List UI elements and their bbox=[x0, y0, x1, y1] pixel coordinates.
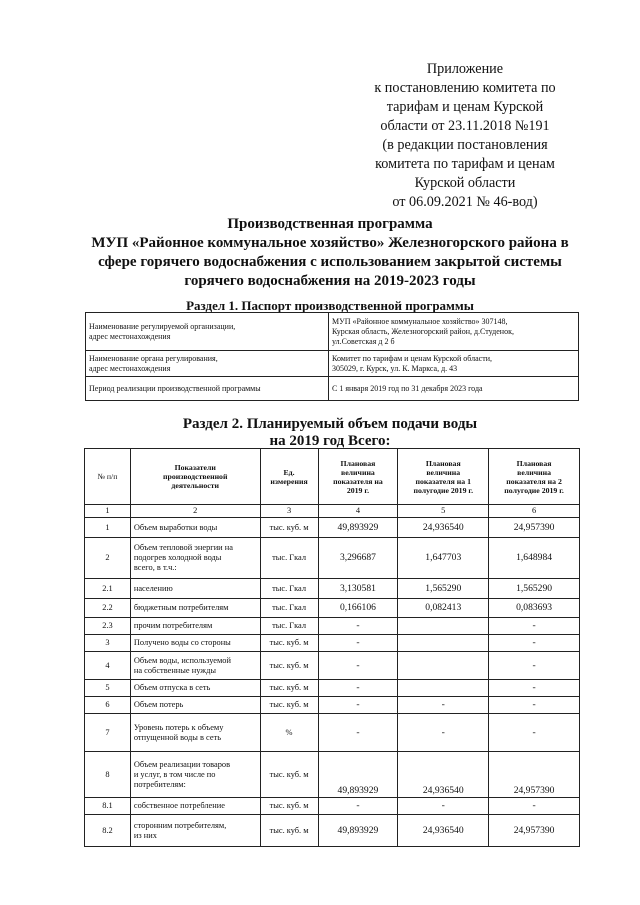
plan-value: 24,936540 bbox=[398, 752, 489, 798]
row-number: 2.2 bbox=[85, 599, 131, 618]
row-number: 1 bbox=[85, 518, 131, 538]
row-number: 4 bbox=[85, 652, 131, 680]
plan-value bbox=[398, 635, 489, 652]
section1-title: Раздел 1. Паспорт производственной программы bbox=[186, 298, 474, 313]
plan-value: 24,936540 bbox=[398, 815, 489, 847]
table-row bbox=[85, 697, 580, 714]
passport-value: С 1 января 2019 год по 31 декабря 2023 года bbox=[329, 377, 579, 401]
plan-value: 24,957390 bbox=[489, 815, 580, 847]
unit: тыс. куб. м bbox=[260, 518, 318, 538]
appendix-line: Курской области bbox=[414, 175, 516, 191]
unit: тыс. куб. м bbox=[260, 635, 318, 652]
table-row bbox=[85, 815, 580, 847]
indicator-name: населению bbox=[130, 579, 260, 599]
column-header: Показатели производственной деятельности bbox=[130, 449, 260, 505]
indicator-name: Уровень потерь к объему отпущенной воды в сеть bbox=[130, 714, 260, 752]
passport-label: Наименование органа регулирования, адрес местонахождения bbox=[86, 351, 329, 377]
plan-value: 24,936540 bbox=[398, 518, 489, 538]
title-line: горячего водоснабжения на 2019-2023 годы bbox=[184, 273, 476, 289]
plan-value: 24,957390 bbox=[489, 518, 580, 538]
table-row bbox=[85, 714, 580, 752]
indicator-name: Объем воды, используемой на собственные нужды bbox=[130, 652, 260, 680]
row-number: 3 bbox=[85, 635, 131, 652]
unit: тыс. куб. м bbox=[260, 815, 318, 847]
plan-value: - bbox=[489, 652, 580, 680]
plan-value: - bbox=[489, 635, 580, 652]
plan-value: - bbox=[318, 635, 398, 652]
appendix-line: к постановлению комитета по bbox=[374, 80, 556, 96]
column-number: 3 bbox=[260, 505, 318, 518]
row-number: 8.2 bbox=[85, 815, 131, 847]
plan-value bbox=[398, 652, 489, 680]
indicator-name: Объем потерь bbox=[130, 697, 260, 714]
appendix-line: от 06.09.2021 № 46-вод) bbox=[392, 194, 538, 210]
plan-value: - bbox=[318, 697, 398, 714]
column-number: 2 bbox=[130, 505, 260, 518]
indicator-name: Объем тепловой энергии на подогрев холодной воды всего, в т.ч.: bbox=[130, 538, 260, 579]
unit: % bbox=[260, 714, 318, 752]
table-row bbox=[85, 798, 580, 815]
passport-table bbox=[85, 312, 579, 401]
indicator-name: Объем отпуска в сеть bbox=[130, 680, 260, 697]
appendix-line: области от 23.11.2018 №191 bbox=[380, 118, 550, 134]
column-number: 1 bbox=[85, 505, 131, 518]
unit: тыс. куб. м bbox=[260, 752, 318, 798]
plan-value: 0,166106 bbox=[318, 599, 398, 618]
indicator-name: прочим потребителям bbox=[130, 618, 260, 635]
appendix-line: (в редакции постановления bbox=[382, 137, 548, 153]
row-number: 2 bbox=[85, 538, 131, 579]
indicator-name: Объем выработки воды bbox=[130, 518, 260, 538]
plan-value: 0,082413 bbox=[398, 599, 489, 618]
plan-value: - bbox=[489, 697, 580, 714]
plan-value: 49,893929 bbox=[318, 815, 398, 847]
row-number: 2.3 bbox=[85, 618, 131, 635]
table-row bbox=[85, 652, 580, 680]
table-row bbox=[85, 635, 580, 652]
column-number: 4 bbox=[318, 505, 398, 518]
plan-value: - bbox=[318, 652, 398, 680]
column-header: Ед. измерения bbox=[260, 449, 318, 505]
row-number: 5 bbox=[85, 680, 131, 697]
plan-value: 1,647703 bbox=[398, 538, 489, 579]
plan-value: 1,565290 bbox=[489, 579, 580, 599]
title-line: Производственная программа bbox=[227, 216, 433, 232]
passport-value: Комитет по тарифам и ценам Курской области, 305029, г. Курск, ул. К. Маркса, д. 43 bbox=[329, 351, 579, 377]
plan-value: - bbox=[398, 697, 489, 714]
plan-value: - bbox=[318, 680, 398, 697]
indicator-name: Объем реализации товаров и услуг, в том числе по потребителям: bbox=[130, 752, 260, 798]
title-line: МУП «Районное коммунальное хозяйство» Железногорского района в bbox=[91, 235, 569, 251]
unit: тыс. Гкал bbox=[260, 579, 318, 599]
row-number: 7 bbox=[85, 714, 131, 752]
plan-value: 0,083693 bbox=[489, 599, 580, 618]
plan-value bbox=[398, 618, 489, 635]
table-row bbox=[85, 538, 580, 579]
plan-value: 1,648984 bbox=[489, 538, 580, 579]
table-row bbox=[85, 618, 580, 635]
plan-value: 24,957390 bbox=[489, 752, 580, 798]
plan-value: 3,296687 bbox=[318, 538, 398, 579]
indicator-name: Получено воды со стороны bbox=[130, 635, 260, 652]
appendix-note bbox=[340, 60, 590, 212]
row-number: 2.1 bbox=[85, 579, 131, 599]
row-number: 8 bbox=[85, 752, 131, 798]
table-row bbox=[86, 377, 579, 401]
plan-value: - bbox=[489, 798, 580, 815]
title-line: сфере горячего водоснабжения с использованием закрытой системы bbox=[98, 254, 562, 270]
indicator-name: бюджетным потребителям bbox=[130, 599, 260, 618]
volume-table-body bbox=[85, 518, 580, 847]
unit: тыс. Гкал bbox=[260, 599, 318, 618]
plan-value: - bbox=[489, 714, 580, 752]
unit: тыс. куб. м bbox=[260, 680, 318, 697]
column-number: 6 bbox=[489, 505, 580, 518]
plan-value: 1,565290 bbox=[398, 579, 489, 599]
plan-value: 49,893929 bbox=[318, 752, 398, 798]
section2-title: Раздел 2. Планируемый объем подачи воды на 2019 год Всего: bbox=[182, 416, 478, 449]
column-header: Плановая величина показателя на 2019 г. bbox=[318, 449, 398, 505]
passport-value: МУП «Районное коммунальное хозяйство» 307148, Курская область, Железногорский район, д.Студенок, ул.Советская д 2 б bbox=[329, 313, 579, 351]
volume-table bbox=[84, 448, 580, 847]
program-title bbox=[60, 215, 600, 291]
table-row bbox=[85, 518, 580, 538]
column-header: Плановая величина показателя на 1 полугодие 2019 г. bbox=[398, 449, 489, 505]
row-number: 8.1 bbox=[85, 798, 131, 815]
unit: тыс. куб. м bbox=[260, 697, 318, 714]
plan-value: 49,893929 bbox=[318, 518, 398, 538]
table-row bbox=[85, 579, 580, 599]
table-row bbox=[85, 752, 580, 798]
plan-value: - bbox=[318, 798, 398, 815]
plan-value bbox=[398, 680, 489, 697]
appendix-line: Приложение bbox=[426, 61, 504, 77]
table-row bbox=[85, 680, 580, 697]
table-row bbox=[86, 351, 579, 377]
plan-value: - bbox=[398, 714, 489, 752]
passport-label: Период реализации производственной программы bbox=[86, 377, 329, 401]
row-number: 6 bbox=[85, 697, 131, 714]
unit: тыс. Гкал bbox=[260, 538, 318, 579]
plan-value: - bbox=[398, 798, 489, 815]
passport-label: Наименование регулируемой организации, адрес местонахождения bbox=[86, 313, 329, 351]
table-row bbox=[85, 599, 580, 618]
table-row bbox=[86, 313, 579, 351]
unit: тыс. куб. м bbox=[260, 652, 318, 680]
plan-value: - bbox=[489, 680, 580, 697]
indicator-name: собственное потребление bbox=[130, 798, 260, 815]
plan-value: 3,130581 bbox=[318, 579, 398, 599]
plan-value: - bbox=[318, 714, 398, 752]
unit: тыс. куб. м bbox=[260, 798, 318, 815]
plan-value: - bbox=[489, 618, 580, 635]
column-number-row bbox=[85, 505, 580, 518]
header-row bbox=[85, 449, 580, 505]
column-header: № п/п bbox=[85, 449, 131, 505]
indicator-name: сторонним потребителям, из них bbox=[130, 815, 260, 847]
column-number: 5 bbox=[398, 505, 489, 518]
appendix-line: комитета по тарифам и ценам bbox=[375, 156, 555, 172]
unit: тыс. Гкал bbox=[260, 618, 318, 635]
column-header: Плановая величина показателя на 2 полугодие 2019 г. bbox=[489, 449, 580, 505]
plan-value: - bbox=[318, 618, 398, 635]
appendix-line: тарифам и ценам Курской bbox=[386, 99, 544, 115]
